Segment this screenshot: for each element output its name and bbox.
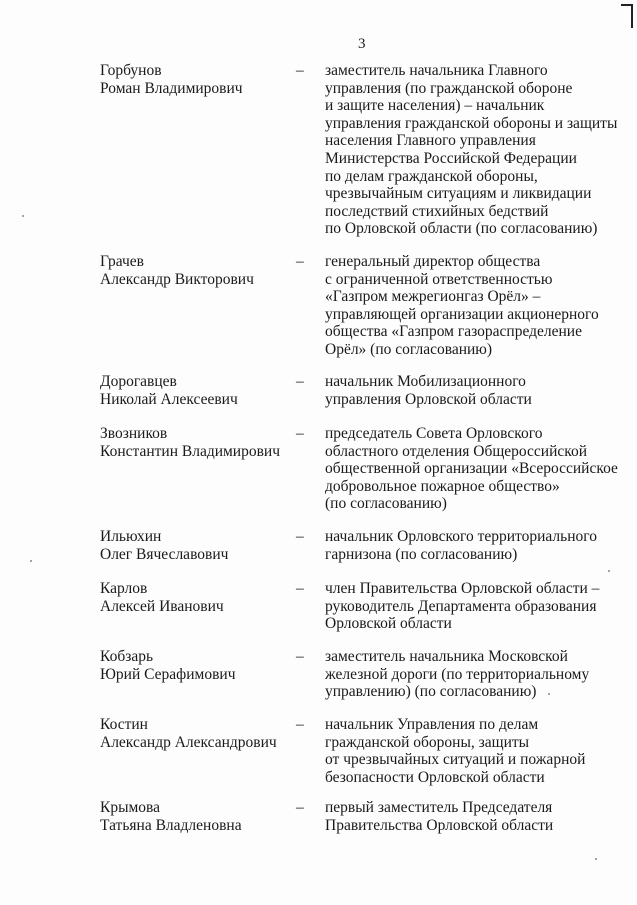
position-line: по делам гражданской обороны, [325, 167, 538, 185]
person-name [100, 253, 290, 288]
dash-separator: – [296, 253, 304, 270]
scan-speck [608, 570, 610, 572]
position-line: с ограниченной ответственностью [325, 270, 553, 288]
person-surname: Звозников [100, 425, 168, 442]
person-name [100, 373, 290, 408]
position-line: общественной организации «Всероссийское [325, 460, 618, 478]
position-line: общества «Газпром газораспределение [325, 323, 582, 341]
position-line: начальник Орловского территориального [325, 528, 597, 545]
scan-speck [548, 693, 550, 695]
person-name [100, 580, 290, 615]
person-given-name: Алексей Иванович [100, 597, 224, 615]
person-name [100, 799, 290, 834]
page-number: 3 [358, 36, 366, 52]
dash-separator: – [296, 580, 304, 597]
person-position [325, 799, 625, 834]
person-surname: Грачев [100, 253, 144, 270]
person-position [325, 425, 625, 513]
person-surname: Крымова [100, 799, 161, 816]
person-surname: Карлов [100, 580, 148, 597]
person-position [325, 648, 625, 701]
dash-separator: – [296, 425, 304, 442]
position-line: населения Главного управления [325, 132, 536, 150]
position-line: начальник Управления по делам [325, 716, 539, 733]
position-line: Орёл» (по согласованию) [325, 340, 493, 358]
position-line: последствий стихийных бедствий [325, 202, 549, 220]
person-name [100, 716, 290, 751]
position-line: генеральный директор общества [325, 253, 541, 270]
position-line: управлению) (по согласованию) [325, 683, 537, 701]
person-given-name: Константин Владимирович [100, 442, 281, 460]
position-line: Правительства Орловской области [325, 816, 554, 834]
scan-speck [595, 858, 597, 860]
person-name [100, 528, 290, 563]
person-given-name: Николай Алексеевич [100, 390, 238, 408]
position-line: управления гражданской обороны и защиты [325, 114, 618, 132]
dash-separator: – [296, 799, 304, 816]
position-line: железной дороги (по территориальному [325, 665, 590, 683]
position-line: заместитель начальника Московской [325, 648, 568, 665]
person-surname: Кобзарь [100, 648, 154, 665]
person-position [325, 580, 625, 633]
scan-speck [30, 560, 32, 562]
person-position [325, 716, 625, 786]
position-line: (по согласованию) [325, 495, 447, 513]
person-position [325, 253, 625, 359]
person-position [325, 373, 625, 408]
person-given-name: Олег Вячеславович [100, 545, 229, 563]
position-line: председатель Совета Орловского [325, 425, 543, 442]
person-position [325, 62, 625, 238]
position-line: Министерства Российской Федерации [325, 149, 577, 167]
person-name [100, 62, 290, 97]
position-line: член Правительства Орловской области – [325, 580, 600, 597]
position-line: Орловской области [325, 615, 452, 633]
position-line: руководитель Департамента образования [325, 597, 597, 615]
position-line: начальник Мобилизационного [325, 373, 526, 390]
position-line: и защите населения) – начальник [325, 97, 545, 115]
person-surname: Горбунов [100, 62, 162, 79]
position-line: добровольное пожарное общество» [325, 477, 560, 495]
position-line: от чрезвычайных ситуаций и пожарной [325, 751, 586, 769]
position-line: областного отделения Общероссийской [325, 442, 588, 460]
position-line: заместитель начальника Главного [325, 62, 548, 79]
person-position [325, 528, 625, 563]
dash-separator: – [296, 373, 304, 390]
person-given-name: Александр Викторович [100, 270, 254, 288]
position-line: гражданской обороны, защиты [325, 733, 530, 751]
position-line: по Орловской области (по согласованию) [325, 220, 598, 238]
position-line: управляющей организации акционерного [325, 305, 599, 323]
dash-separator: – [296, 716, 304, 733]
position-line: гарнизона (по согласованию) [325, 545, 518, 563]
dash-separator: – [296, 62, 304, 79]
position-line: управления Орловской области [325, 390, 532, 408]
person-name [100, 648, 290, 683]
person-given-name: Татьяна Владленовна [100, 816, 242, 834]
person-given-name: Юрий Серафимович [100, 665, 236, 683]
position-line: «Газпром межрегионгаз Орёл» – [325, 288, 541, 306]
position-line: управления (по гражданской обороне [325, 79, 573, 97]
person-name [100, 425, 290, 460]
dash-separator: – [296, 648, 304, 665]
scan-speck [22, 215, 24, 217]
person-surname: Ильюхин [100, 528, 162, 545]
position-line: чрезвычайным ситуациям и ликвидации [325, 185, 592, 203]
scan-corner-mark [621, 4, 633, 28]
person-given-name: Роман Владимирович [100, 79, 243, 97]
dash-separator: – [296, 528, 304, 545]
person-surname: Дорогавцев [100, 373, 177, 390]
position-line: безопасности Орловской области [325, 768, 545, 786]
person-surname: Костин [100, 716, 148, 733]
person-given-name: Александр Александрович [100, 733, 277, 751]
position-line: первый заместитель Председателя [325, 799, 553, 816]
